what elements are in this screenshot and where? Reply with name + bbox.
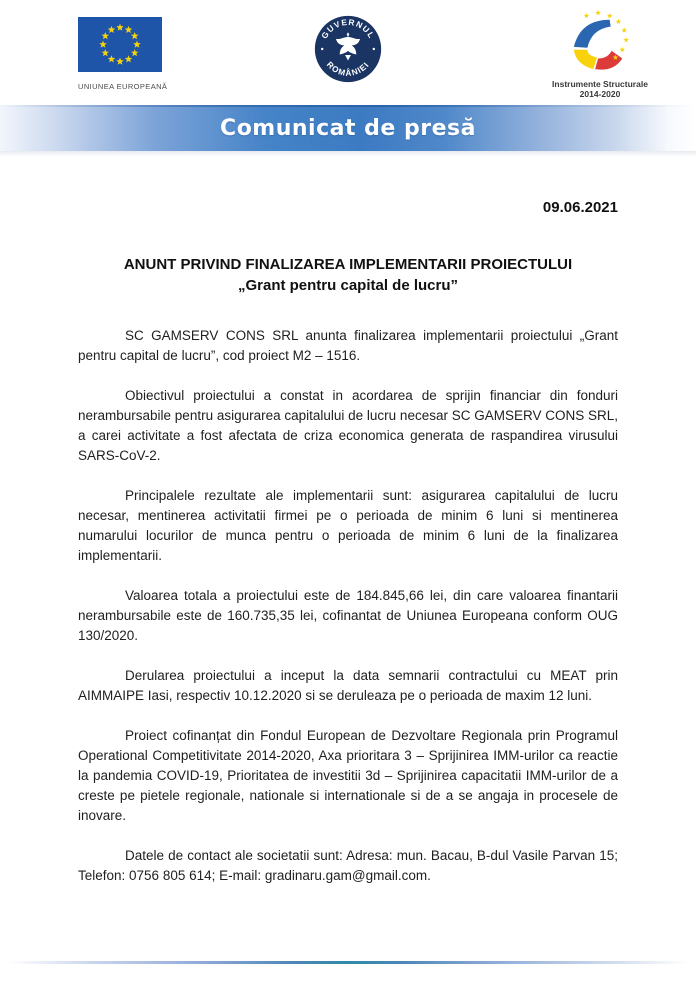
structural-instruments-logo-block bbox=[538, 10, 662, 99]
eu-logo-block bbox=[78, 17, 168, 91]
gov-seal-top-text: GUVERNUL bbox=[319, 17, 377, 41]
document-title-line2: „Grant pentru capital de lucru” bbox=[237, 277, 459, 294]
footer-divider bbox=[8, 961, 688, 964]
paragraph-cofinancing: Proiect cofinanțat din Fondul European de Dezvoltare Regionala prin Programul Operational Competitivitate 2014-2020, Axa prioritara 3 – Sprijinirea IMM-urilor ca reactie la pandemia COVID-19, Prioritatea de investitii 3d – Sprijinirea capacitatii IMM-urilor de a creste pe pietele regionale, nationale si internationale si de a se angaja in procesele de inovare. bbox=[78, 728, 618, 823]
paragraph-value: Valoarea totala a proiectului este de 184.845,66 lei, din care valoarea finantarii nerambursabile este de 160.735,35 lei, cofinantat de Uniunea Europeana conform OUG 130/2020. bbox=[78, 588, 618, 643]
paragraph-duration: Derularea proiectului a inceput la data semnarii contractului cu MEAT prin AIMMAIPE Iasi, respectiv 10.12.2020 si se deruleaza pe o perioada de maxim 12 luni. bbox=[78, 668, 618, 703]
eu-logo-label: UNIUNEA EUROPEANĂ bbox=[78, 82, 168, 91]
document-content bbox=[0, 199, 696, 886]
paragraph-results: Principalele rezultate ale implementarii sunt: asigurarea capitalului de lucru necesar, mentinerea activitatii firmei pe o perioada de minim 6 luni si mentinerea numarului locurilor de munca pentru o perioada de minim 6 luni de la finalizarea implementarii. bbox=[78, 488, 618, 563]
structural-instruments-years: 2014-2020 bbox=[579, 89, 621, 99]
structural-instruments-swoosh-icon bbox=[550, 10, 650, 72]
romanian-government-seal-icon bbox=[313, 14, 383, 84]
paragraphs bbox=[78, 326, 618, 886]
press-release-banner bbox=[0, 105, 696, 151]
banner-title: Comunicat de presă bbox=[220, 115, 476, 141]
document-date: 09.06.2021 bbox=[542, 199, 618, 216]
paragraph-contact: Datele de contact ale societatii sunt: Adresa: mun. Bacau, B-dul Vasile Parvan 15; Telefon: 0756 805 614; E-mail: gradinaru.gam@gmail.com. bbox=[78, 848, 618, 883]
paragraph-objective: Obiectivul proiectului a constat in acordarea de sprijin financiar din fonduri nerambursabile pentru asigurarea capitalului de lucru necesar SC GAMSERV CONS SRL, a carei activitate a fost afectata de criza economica generata de raspandirea virusului SARS-CoV-2. bbox=[78, 388, 619, 463]
logo-header bbox=[0, 0, 696, 105]
government-logo-block bbox=[313, 14, 383, 89]
document-title bbox=[78, 254, 618, 296]
eu-flag-icon bbox=[78, 17, 162, 72]
paragraph-announcement: SC GAMSERV CONS SRL anunta finalizarea implementarii proiectului „Grant pentru capital de lucru”, cod proiect M2 – 1516. bbox=[78, 328, 618, 363]
structural-instruments-label: Instrumente Structurale bbox=[552, 79, 648, 89]
gov-seal-bottom-text: ROMÂNIEI bbox=[324, 60, 372, 78]
document-title-line1: ANUNT PRIVIND FINALIZAREA IMPLEMENTARII PROIECTULUI bbox=[123, 256, 573, 273]
